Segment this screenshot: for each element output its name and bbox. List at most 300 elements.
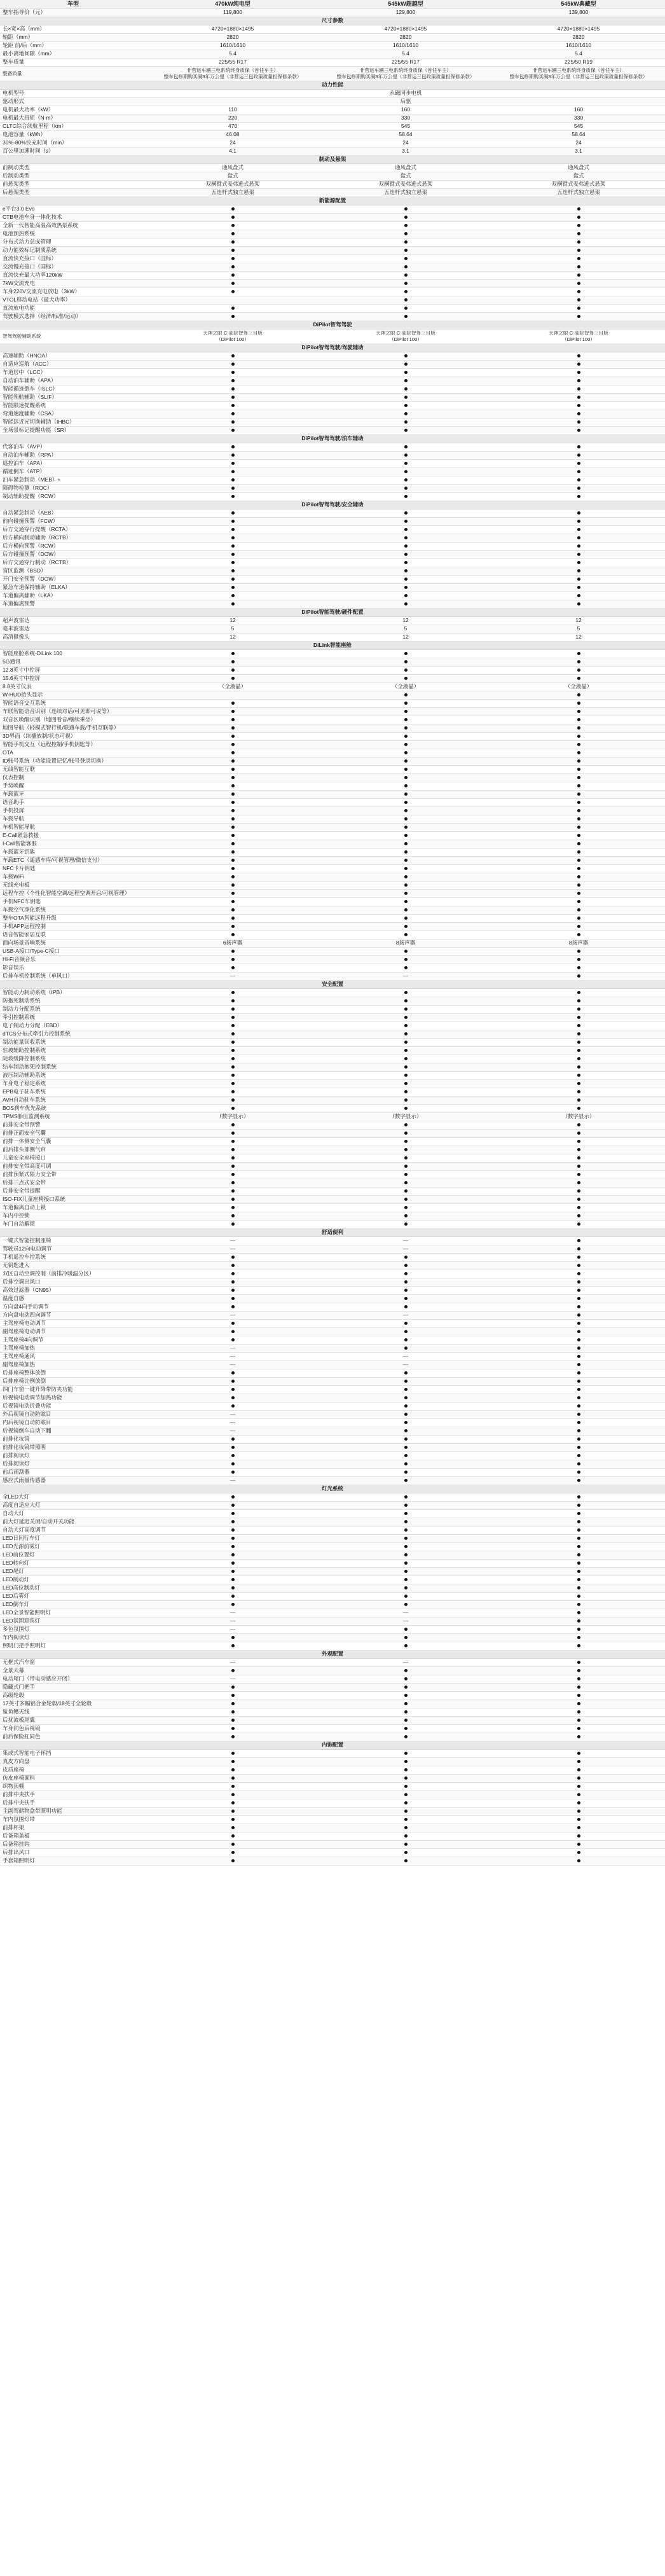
spec-value (492, 1245, 665, 1253)
available-dot-icon (404, 511, 408, 515)
spec-label: 双区自动空调控制（前排冷暖温分区） (0, 1270, 146, 1278)
spec-value (319, 1584, 492, 1592)
spec-value (146, 749, 319, 757)
spec-value (319, 1691, 492, 1700)
spec-value (319, 1857, 492, 1865)
available-dot-icon (404, 1669, 408, 1672)
spec-value (319, 401, 492, 410)
spec-value (492, 213, 665, 221)
available-dot-icon (231, 274, 235, 277)
table-row (0, 41, 665, 50)
table-row (0, 205, 665, 213)
spec-value (319, 1071, 492, 1079)
spec-label: 车载蓝牙钥匙 (0, 848, 146, 856)
spec-value (146, 517, 319, 525)
available-dot-icon (577, 809, 580, 812)
available-dot-icon (404, 1785, 408, 1788)
spec-value (319, 749, 492, 757)
spec-value (146, 955, 319, 964)
available-dot-icon (577, 594, 580, 597)
available-dot-icon (231, 1694, 235, 1697)
available-dot-icon (577, 999, 580, 1002)
spec-value (492, 972, 665, 980)
available-dot-icon (404, 478, 408, 481)
available-dot-icon (231, 1818, 235, 1821)
available-dot-icon (404, 1686, 408, 1689)
spec-value (319, 1385, 492, 1394)
table-row (0, 691, 665, 699)
available-dot-icon (577, 544, 580, 548)
available-dot-icon (577, 371, 580, 374)
section-title: 灯光系统 (0, 1485, 665, 1493)
spec-value (492, 1790, 665, 1799)
spec-value (492, 550, 665, 558)
available-dot-icon (577, 1694, 580, 1697)
available-dot-icon (231, 578, 235, 581)
spec-value: 五连杆式独立悬架 (319, 188, 492, 197)
spec-value (319, 1824, 492, 1832)
spec-value (319, 1319, 492, 1327)
spec-label: 后方横向制动辅助（RCTB） (0, 534, 146, 542)
available-dot-icon (577, 1586, 580, 1589)
spec-value (146, 840, 319, 848)
available-dot-icon (404, 1082, 408, 1085)
table-row (0, 988, 665, 997)
available-dot-icon (404, 1189, 408, 1193)
spec-value (146, 716, 319, 724)
spec-value (319, 230, 492, 238)
spec-value (319, 1055, 492, 1063)
available-dot-icon (404, 1545, 408, 1548)
table-row (0, 1270, 665, 1278)
spec-value (146, 1575, 319, 1584)
spec-label: USB-A接口/Type-C接口 (0, 947, 146, 955)
available-dot-icon (231, 1396, 235, 1399)
spec-value (319, 534, 492, 542)
table-row (0, 352, 665, 360)
spec-value (492, 1774, 665, 1782)
spec-label: 直流快充接口（国标） (0, 254, 146, 263)
available-dot-icon (231, 1107, 235, 1110)
available-dot-icon (231, 470, 235, 473)
spec-value (146, 988, 319, 997)
available-dot-icon (577, 1619, 580, 1623)
available-dot-icon (577, 1388, 580, 1391)
spec-label: 前大灯延迟关闭/自动开关功能 (0, 1518, 146, 1526)
table-row (0, 1766, 665, 1774)
spec-value (492, 765, 665, 773)
spec-value (319, 1633, 492, 1642)
spec-value: 非营运车辆三电系统终身质保（首任车主） 整车包修期购买满3年万公里（非营运三包政策质量担保修条款） (146, 66, 319, 81)
available-dot-icon (404, 693, 408, 696)
spec-value (319, 1013, 492, 1021)
spec-label: 车载蓝牙 (0, 790, 146, 798)
table-row (0, 58, 665, 66)
table-row (0, 1700, 665, 1708)
available-dot-icon (577, 1471, 580, 1474)
spec-value (146, 1766, 319, 1774)
spec-value: 5 (492, 625, 665, 633)
spec-value (146, 964, 319, 972)
table-row (0, 172, 665, 180)
available-dot-icon (404, 1437, 408, 1441)
spec-value: 天神之眼 C-高阶智驾三目版 （DiPilot 100） (146, 329, 319, 343)
available-dot-icon (231, 1727, 235, 1730)
spec-value (492, 1857, 665, 1865)
spec-value: 12 (492, 616, 665, 625)
spec-value (146, 1824, 319, 1832)
table-row (0, 188, 665, 197)
table-row (0, 831, 665, 840)
spec-value (492, 1402, 665, 1410)
table-row (0, 1799, 665, 1807)
available-dot-icon (577, 1578, 580, 1581)
available-dot-icon (231, 1198, 235, 1201)
available-dot-icon (231, 478, 235, 481)
available-dot-icon (404, 1429, 408, 1432)
spec-label: 外后视镜自动防眩目 (0, 1410, 146, 1418)
spec-label: 主驾座椅加热 (0, 1344, 146, 1352)
spec-label: 循迹倒车（ATP） (0, 467, 146, 476)
available-dot-icon (577, 1562, 580, 1565)
available-dot-icon (577, 315, 580, 318)
spec-value (492, 831, 665, 840)
spec-label: 智能手机交互（远程控制/手机钥匙等） (0, 740, 146, 749)
spec-value (319, 1129, 492, 1137)
available-dot-icon (577, 710, 580, 713)
spec-value (146, 1658, 319, 1666)
spec-value (146, 1055, 319, 1063)
available-dot-icon (404, 883, 408, 887)
spec-value (146, 1030, 319, 1038)
available-dot-icon (231, 379, 235, 382)
table-row (0, 1807, 665, 1815)
spec-value: 545 (492, 122, 665, 130)
spec-label: 高级轮毂 (0, 1691, 146, 1700)
spec-label: 前排中央扶手 (0, 1790, 146, 1799)
table-row (0, 972, 665, 980)
available-dot-icon (404, 1818, 408, 1821)
available-dot-icon (577, 1710, 580, 1714)
spec-value (492, 451, 665, 459)
spec-label: 智能动力制动系统（IPB） (0, 988, 146, 997)
section-title: 内饰配置 (0, 1741, 665, 1749)
spec-label: 手机投屏 (0, 807, 146, 815)
spec-value: （全液晶） (319, 682, 492, 691)
spec-value (146, 1088, 319, 1096)
available-dot-icon (577, 412, 580, 415)
table-row (0, 1518, 665, 1526)
spec-label: 后排中央扶手 (0, 1799, 146, 1807)
spec-value (492, 931, 665, 939)
spec-value (319, 1261, 492, 1270)
spec-value (146, 1236, 319, 1245)
available-dot-icon (577, 553, 580, 556)
spec-label: OTA (0, 749, 146, 757)
available-dot-icon (577, 1024, 580, 1027)
spec-value (492, 1757, 665, 1766)
available-dot-icon (577, 925, 580, 928)
spec-value (492, 1203, 665, 1212)
table-row (0, 139, 665, 147)
spec-label: 自适应巡航（ACC） (0, 360, 146, 368)
spec-value (319, 1600, 492, 1609)
table-row (0, 25, 665, 33)
available-dot-icon (577, 1222, 580, 1226)
spec-value (492, 1451, 665, 1460)
available-dot-icon (231, 1570, 235, 1573)
spec-value: 5.4 (146, 50, 319, 58)
spec-value (492, 1807, 665, 1815)
available-dot-icon (231, 966, 235, 969)
available-dot-icon (577, 1272, 580, 1275)
available-dot-icon (231, 1528, 235, 1532)
spec-value (319, 1559, 492, 1567)
spec-value (492, 1733, 665, 1741)
available-dot-icon (404, 1520, 408, 1523)
spec-value (319, 385, 492, 393)
available-dot-icon (231, 1189, 235, 1193)
table-row (0, 1840, 665, 1848)
table-row (0, 1361, 665, 1369)
available-dot-icon (231, 883, 235, 887)
spec-value (492, 426, 665, 434)
spec-value (319, 1336, 492, 1344)
spec-value (319, 658, 492, 666)
spec-label: 无钥匙进入 (0, 1261, 146, 1270)
spec-label: 分布式动力总成管理 (0, 238, 146, 246)
spec-value: 3.1 (492, 147, 665, 155)
spec-value (492, 393, 665, 401)
table-row (0, 1303, 665, 1311)
table-row (0, 525, 665, 534)
available-dot-icon (231, 1636, 235, 1639)
table-row (0, 1212, 665, 1220)
available-dot-icon (404, 1322, 408, 1325)
available-dot-icon (404, 1810, 408, 1813)
spec-value (492, 1038, 665, 1046)
spec-value (492, 592, 665, 600)
trim-name: 545kW超越型 (319, 0, 492, 8)
spec-value (146, 1005, 319, 1013)
available-dot-icon (577, 1826, 580, 1829)
spec-value (146, 1121, 319, 1129)
available-dot-icon (577, 1859, 580, 1862)
spec-value (492, 1609, 665, 1617)
spec-value (492, 600, 665, 608)
spec-value (319, 1046, 492, 1055)
spec-value (146, 1327, 319, 1336)
spec-value (146, 534, 319, 542)
spec-value (492, 790, 665, 798)
spec-value (146, 1286, 319, 1294)
available-dot-icon (231, 1214, 235, 1217)
spec-value (319, 484, 492, 492)
available-dot-icon (577, 1057, 580, 1060)
available-dot-icon (577, 1793, 580, 1796)
available-dot-icon (404, 1404, 408, 1408)
spec-value (146, 1700, 319, 1708)
available-dot-icon (231, 743, 235, 746)
spec-value: （数字显示） (146, 1112, 319, 1121)
spec-value: 盘式 (492, 172, 665, 180)
available-dot-icon (577, 974, 580, 978)
spec-label: W-HUD抬头显示 (0, 691, 146, 699)
spec-label: 前排安全带高度可调 (0, 1162, 146, 1170)
spec-value (146, 1104, 319, 1112)
spec-value (146, 732, 319, 740)
table-row (0, 1203, 665, 1212)
available-dot-icon (404, 1727, 408, 1730)
available-dot-icon (404, 594, 408, 597)
available-dot-icon (577, 240, 580, 244)
spec-label: 前制动类型 (0, 163, 146, 172)
available-dot-icon (231, 396, 235, 399)
available-dot-icon (231, 315, 235, 318)
spec-value (492, 1584, 665, 1592)
table-row (0, 1749, 665, 1757)
spec-value (146, 707, 319, 716)
available-dot-icon (404, 710, 408, 713)
spec-value (319, 1658, 492, 1666)
available-dot-icon (577, 1041, 580, 1044)
available-dot-icon (577, 1702, 580, 1705)
available-dot-icon (404, 307, 408, 310)
spec-value (319, 1493, 492, 1501)
spec-value (492, 1567, 665, 1575)
spec-value (319, 517, 492, 525)
available-dot-icon (577, 387, 580, 391)
spec-value (492, 1592, 665, 1600)
spec-value: 双横臂式麦弗逊式悬架 (319, 180, 492, 188)
table-row (0, 1609, 665, 1617)
available-dot-icon (404, 1471, 408, 1474)
available-dot-icon (577, 429, 580, 432)
not-available-dash-icon: — (402, 1237, 409, 1243)
table-row (0, 163, 665, 172)
spec-label: 前排预紧式限力安全带 (0, 1170, 146, 1179)
spec-label: 30%-80%快充时间（min） (0, 139, 146, 147)
spec-label: 直流放电功能 (0, 304, 146, 312)
available-dot-icon (404, 1057, 408, 1060)
available-dot-icon (404, 1768, 408, 1771)
available-dot-icon (231, 660, 235, 663)
spec-value: 12 (319, 633, 492, 641)
spec-value (146, 914, 319, 922)
available-dot-icon (404, 1553, 408, 1556)
table-row (0, 1352, 665, 1361)
available-dot-icon (231, 817, 235, 821)
available-dot-icon (231, 1123, 235, 1126)
available-dot-icon (404, 1562, 408, 1565)
spec-label: 后悬架类型 (0, 188, 146, 197)
spec-value (319, 1592, 492, 1600)
available-dot-icon (404, 1123, 408, 1126)
spec-value (492, 1079, 665, 1088)
available-dot-icon (577, 1512, 580, 1515)
spec-label: 车道偏离预警 (0, 600, 146, 608)
available-dot-icon (404, 875, 408, 878)
spec-label: 方向盘4向手动调节 (0, 1303, 146, 1311)
available-dot-icon (231, 1793, 235, 1796)
available-dot-icon (404, 1074, 408, 1077)
spec-value (146, 246, 319, 254)
not-available-dash-icon: — (230, 1361, 236, 1368)
spec-value (492, 1691, 665, 1700)
table-row (0, 682, 665, 691)
table-row (0, 939, 665, 947)
available-dot-icon (231, 1041, 235, 1044)
table-row (0, 97, 665, 106)
available-dot-icon (577, 307, 580, 310)
available-dot-icon (231, 652, 235, 655)
spec-label: 车机智能导航 (0, 823, 146, 831)
table-row (0, 66, 665, 81)
spec-value (146, 492, 319, 501)
spec-value (319, 492, 492, 501)
spec-value (146, 1609, 319, 1617)
spec-value (492, 740, 665, 749)
available-dot-icon (231, 307, 235, 310)
available-dot-icon (404, 1719, 408, 1722)
spec-value (319, 1377, 492, 1385)
spec-value (492, 1625, 665, 1633)
spec-value (146, 296, 319, 304)
table-row (0, 279, 665, 287)
available-dot-icon (577, 1413, 580, 1416)
table-row (0, 749, 665, 757)
available-dot-icon (231, 1065, 235, 1069)
table-row (0, 1311, 665, 1319)
available-dot-icon (577, 850, 580, 854)
spec-value (319, 1666, 492, 1675)
spec-value (319, 1187, 492, 1195)
available-dot-icon (577, 1479, 580, 1482)
available-dot-icon (404, 578, 408, 581)
table-row (0, 1443, 665, 1451)
spec-value (319, 221, 492, 230)
table-row (0, 1096, 665, 1104)
spec-value (146, 906, 319, 914)
spec-value (492, 476, 665, 484)
spec-value (492, 716, 665, 724)
spec-value (492, 1534, 665, 1542)
available-dot-icon (577, 1760, 580, 1763)
available-dot-icon (231, 487, 235, 490)
table-row (0, 1402, 665, 1410)
table-row (0, 1551, 665, 1559)
spec-value (492, 1824, 665, 1832)
available-dot-icon (577, 1297, 580, 1300)
spec-value (492, 922, 665, 931)
spec-value (492, 1617, 665, 1625)
spec-value (319, 1104, 492, 1112)
available-dot-icon (231, 1074, 235, 1077)
available-dot-icon (577, 495, 580, 498)
spec-value (319, 451, 492, 459)
table-row (0, 1336, 665, 1344)
spec-label: 陡坡缓降控制系统 (0, 1055, 146, 1063)
spec-value (146, 1592, 319, 1600)
spec-label: 智能领航辅助（SLIF） (0, 393, 146, 401)
available-dot-icon (231, 1826, 235, 1829)
available-dot-icon (404, 1462, 408, 1465)
spec-value (146, 1600, 319, 1609)
spec-value (319, 567, 492, 575)
spec-value: 220 (146, 114, 319, 122)
spec-value (492, 1782, 665, 1790)
available-dot-icon (404, 528, 408, 531)
